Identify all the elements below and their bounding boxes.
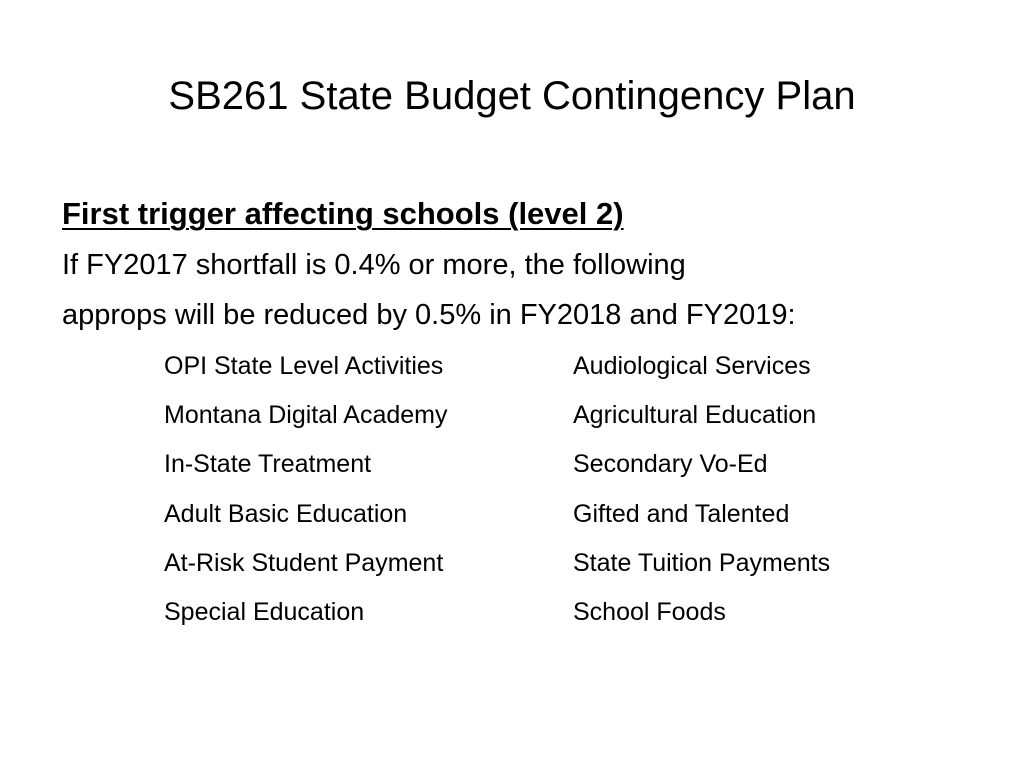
intro-paragraph xyxy=(62,240,992,340)
list-item: Montana Digital Academy xyxy=(164,401,448,430)
intro-line-1: If FY2017 shortfall is 0.4% or more, the following xyxy=(62,249,686,281)
intro-line-2: approps will be reduced by 0.5% in FY2018 and FY2019: xyxy=(62,299,796,331)
list-item: Secondary Vo-Ed xyxy=(573,450,768,479)
list-item: At-Risk Student Payment xyxy=(164,548,444,577)
list-item: Special Education xyxy=(164,598,365,627)
list-item: School Foods xyxy=(573,598,726,627)
appropriations-list xyxy=(164,342,992,637)
list-item: Gifted and Talented xyxy=(573,499,790,528)
list-item: Agricultural Education xyxy=(573,401,817,430)
list-item: State Tuition Payments xyxy=(573,548,831,577)
list-item: Adult Basic Education xyxy=(164,499,408,528)
section-heading: First trigger affecting schools (level 2) xyxy=(62,196,624,231)
list-item: OPI State Level Activities xyxy=(164,352,444,380)
list-item: In-State Treatment xyxy=(164,450,372,479)
slide-body xyxy=(62,188,992,637)
list-item: Audiological Services xyxy=(573,352,811,380)
slide-title: SB261 State Budget Contingency Plan xyxy=(168,74,856,118)
